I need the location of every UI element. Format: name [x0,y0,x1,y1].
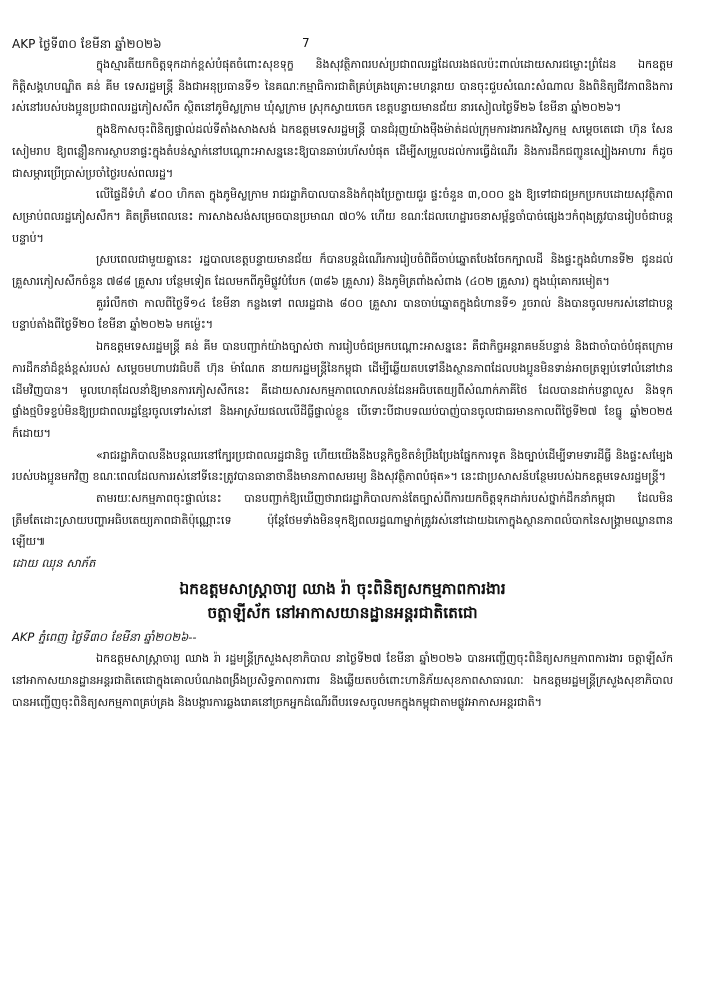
article-health-minister [12,577,673,713]
headline-line-1: ឯកឧត្តមសាស្ត្រាចារ្យ ឈាង រ៉ា ចុះពិនិត្យសកម្មភាពការងារ [179,580,506,599]
article-paragraph: ក្នុងឱកាសចុះពិនិត្យផ្ទាល់ដល់ទីតាំងសាងសង់ ឯកឧត្តមទេសរដ្ឋមន្ត្រី បានជំរុញយ៉ាងម៉ឺងម៉ាត់ដល់ក្រុមការងារកងវិស្វកម្ម សម្តេចតេជោ ហ៊ុន សែន សៀមរាប ឱ្យពន្លឿនការស្ថាបនាផ្ទះក្នុងតំបន់ស្នាក់នៅបណ្តោះអាសន្ននេះឱ្យបានឆាប់រហ័សបំផុត ដើម្បីសម្រួលដល់ការធ្វើដំណើរ និងការដឹកជញ្ជូនស្បៀងអាហារ ក៏ដូចជាសម្ភារប្រើប្រាស់ប្រចាំថ្ងៃរបស់ពលរដ្ឋ។ [12,123,673,180]
article-paragraph: ឯកឧត្តមសាស្ត្រាចារ្យ ឈាង រ៉ា រដ្ឋមន្ត្រីក្រសួងសុខាភិបាល នាថ្ងៃទី២៧ ខែមីនា ឆ្នាំ២០២៦ បានអញ្ជើញចុះពិនិត្យសកម្មភាពការងារ ចត្តាឡីស័ក នៅអាកាសយានដ្ឋានអន្តរជាតិតេជោក្នុងគោលបំណងពង្រឹងប្រសិទ្ធភាពការពារ និងឆ្លើយតបចំពោះហានិភ័យសុខភាពសាធារណៈ ឯកឧត្តមរដ្ឋមន្ត្រីក្រសួងសុខាភិបាល បានអញ្ជើញចុះពិនិត្យសកម្មភាពគ្រប់គ្រង និងបង្ការការឆ្លងរោគនៅច្រកអ្នកដំណើរពីបរទេសចូលមកក្នុងកម្ពុជាតាមផ្លូវអាកាសអន្តរជាតិ។ [12,652,673,709]
article-paragraph: ស្របពេលជាមួយគ្នានេះ រដ្ឋបាលខេត្តបន្ទាយមានជ័យ ក៏បានបន្តដំណើរការរៀបចំពិធីចាប់ឆ្នោតបែងចែកក្បាលដី និងផ្ទះក្នុងជំហានទី២ ជូនដល់គ្រួសារភៀសសឹកចំនួន ៧៨៨ គ្រួសារ បន្ថែមទៀត ដែលមកពីភូមិផ្លូវបំបែក (៣៨៦ គ្រួសារ) និងភូមិត្រពាំងសំពាង (៤០២ គ្រួសារ) ក្នុងឃុំគោករមៀត។ [12,253,673,289]
article-paragraph: «រាជរដ្ឋាភិបាលនឹងបន្តឈរនៅក្បែរប្រជាពលរដ្ឋជានិច្ច ហើយយើងនឹងបន្តកិច្ចខិតខំប្រឹងប្រែងផ្នែកការទូត និងច្បាប់ដើម្បីទាមទារដីធ្លី និងផ្ទះសម្បែងរបស់បងប្អូនមកវិញ ខណៈពេលដែលការរស់នៅទីនេះត្រូវបានធានាថានឹងមានភាពសមរម្យ និងសុវត្ថិភាពបំផុត»។ នេះជាប្រសាសន៍បន្ថែមរបស់ឯកឧត្តមទេសរដ្ឋមន្ត្រី។ [12,448,673,484]
article-byline: ដោយ ឈុន សាភ័ត [12,556,96,571]
article-paragraph: គួររំលឹកថា កាលពីថ្ងៃទី១៤ ខែមីនា កន្លងទៅ ពលរដ្ឋជាង ៨០០ គ្រួសារ បានចាប់ឆ្នោតក្នុងជំហានទី១ រួចរាល់ និងបានចូលមករស់នៅជាបន្តបន្ទាប់តាំងពីថ្ងៃទី២០ ខែមីនា ឆ្នាំ២០២៦ មកម្ល៉េះ។ [12,296,673,332]
article-paragraph: លើផ្ទៃដីទំហំ ៩០០ ហិកតា ក្នុងភូមិស្លក្រាម រាជរដ្ឋាភិបាលបាននិងកំពុងប្រែក្លាយជួរ ផ្ទះចំនួន ៣,០០០ ខ្នង ឱ្យទៅជាជម្រកប្រកបដោយសុវត្ថិភាពសម្រាប់ពលរដ្ឋភៀសសឹក។ គិតត្រឹមពេលនេះ ការសាងសង់សម្រេចបានប្រមាណ ៧០% ហើយ ខណៈដែលហេដ្ឋារចនាសម្ព័ន្ធចាំបាច់ផ្សេងៗកំពុងត្រូវបានរៀបចំជាបន្តបន្ទាប់។ [12,188,673,245]
article-paragraph: តាមរយៈសកម្មភាពចុះផ្ទាល់នេះ បានបញ្ជាក់ឱ្យឃើញថារាជរដ្ឋាភិបាលកាន់តែច្បាស់ពីការយកចិត្តទុកដាក់របស់ថ្នាក់ដឹកនាំកម្ពុជា ដែលមិនត្រឹមតែដោះស្រាយបញ្ហាអធិបតេយ្យភាពជាតិប៉ុណ្ណោះទេ ប៉ុន្តែថែមទាំងមិនទុកឱ្យពលរដ្ឋណាម្នាក់ត្រូវរស់នៅដោយឯកោក្នុងស្ថានភាពលំបាកនៃសង្គ្រាមឈ្លានពានឡើយ៕ [12,492,673,549]
article-paragraph: ឯកឧត្តមទេសរដ្ឋមន្ត្រី គន់ គីម បានបញ្ជាក់យ៉ាងច្បាស់ថា ការរៀបចំជម្រកបណ្តោះអាសន្ននេះ គឺជាកិច្ចអន្តរាគមន៍បន្ទាន់ និងជាចាំបាច់បំផុតក្រោមការដឹកនាំដ៏ខ្ពង់ខ្ពស់របស់ សម្តេចមហាបវរធិបតី ហ៊ុន ម៉ាណែត នាយករដ្ឋមន្ត្រីនៃកម្ពុជា ដើម្បីឆ្លើយតបទៅនឹងស្ថានភាពដែលបងប្អូនមិនទាន់អាចត្រឡប់ទៅលំនៅឋានដើមវិញបាន។ មូលហេតុដែលនាំឱ្យមានការភៀសសឹកនេះ គឺដោយសារសកម្មភាពលោភលន់ដែនអធិបតេយ្យពីសំណាក់ភាគីថៃ ដែលបានដាក់បន្លាលួស និងទុកផ្ទាំងថ្មបិទខ្ទប់មិនឱ្យប្រជាពលរដ្ឋខ្មែរចូលទៅរស់នៅ និងអាស្រ័យផលលើដីធ្លីផ្ទាល់ខ្លួន បើទោះបីជាបទឈប់បាញ់បានចូលជាធរមានកាលពីថ្ងៃទី២៧ ខែធ្នូ ឆ្នាំ២០២៥ ក៏ដោយ។ [12,340,673,440]
headline-line-2: ចត្តាឡីស័ក នៅអាកាសយានដ្ឋានអន្តរជាតិតេជោ [207,604,478,623]
article-border-refugees [12,54,673,573]
page-header [12,32,673,54]
article-headline [12,577,673,625]
article-paragraph: ក្នុងស្មារតីយកចិត្តទុកដាក់ខ្ពស់បំផុតចំពោះសុខទុក្ខ និងសុវត្ថិភាពរបស់ប្រជាពលរដ្ឋដែលរងផលប៉ះពាល់ដោយសារជម្លោះព្រំដែន ឯកឧត្តមកិត្តិសង្គហបណ្ឌិត គន់ គីម ទេសរដ្ឋមន្ត្រី និងជាអនុប្រធានទី១ នៃគណៈកម្មាធិការជាតិគ្រប់គ្រងគ្រោះមហន្តរាយ បានចុះជួបសំណេះសំណាល និងពិនិត្យជីវភាពនិងការរស់នៅរបស់បងប្អូនប្រជាពលរដ្ឋភៀសសឹក ស្ថិតនៅភូមិស្លក្រាម ឃុំស្លក្រាម ស្រុកស្វាយចេក ខេត្តបន្ទាយមានជ័យ នារសៀលថ្ងៃទី២៦ ខែមីនា ឆ្នាំ២០២៦។ [12,58,673,115]
header-dateline: AKP ថ្ងៃទី៣០ ខែមីនា ឆ្នាំ២០២៦ [12,37,162,51]
page-number: 7 [302,36,310,50]
article-dateline: AKP ភ្នំពេញ ថ្ងៃទី៣០ ខែមីនា ឆ្នាំ២០២៦-- [12,630,197,645]
